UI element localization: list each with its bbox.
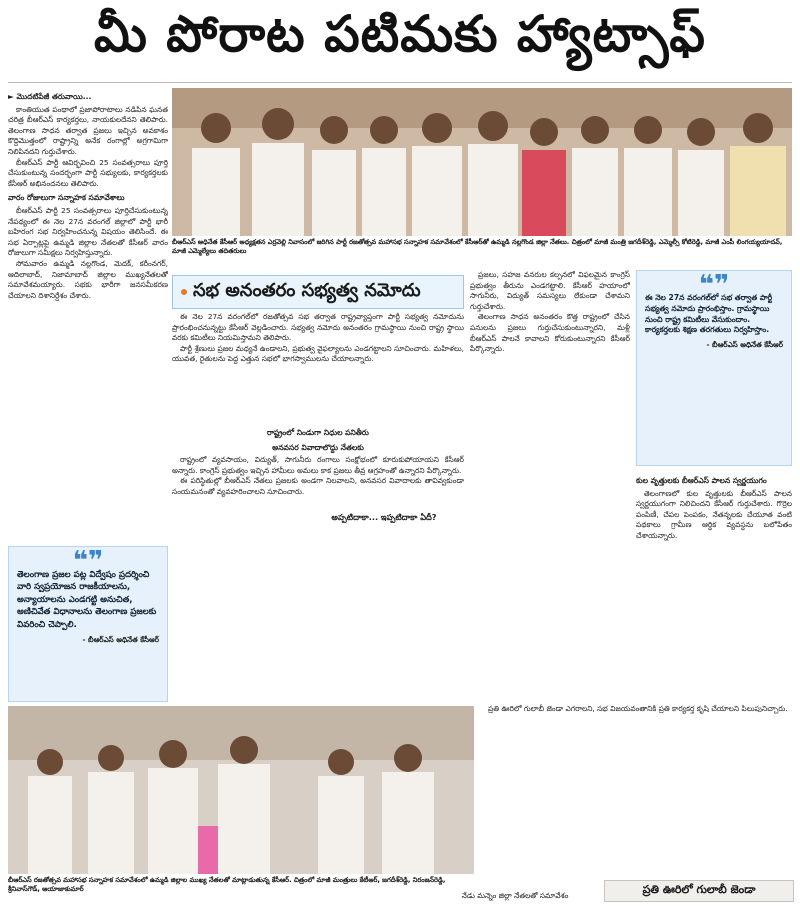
right-column-top xyxy=(470,270,630,700)
middle-paragraph: ఈ పరిస్థితుల్లో బీఆర్‌ఎస్ నేతలు ప్రజలకు అండగా నిలవాలని, అనవసర వివాదాలకు తావివ్వకుండా సంయమనంతో వ్యవహరించాలని సూచించారు. xyxy=(172,476,464,496)
middle-paragraph: పార్టీ శ్రేణులు ప్రజల మధ్యనే ఉండాలని, ప్రభుత్వ వైఫల్యాలను ఎండగట్టాలని సూచించారు. మహిళలు, యువత, రైతులను పెద్ద ఎత్తున సభలో భాగస్వాములను చేయాలన్నారు. xyxy=(172,343,464,364)
bottom-note: నేడు మన్నెం జిల్లా నేతలతో సమావేశం xyxy=(461,891,569,900)
divider xyxy=(8,82,792,83)
left-quote-box xyxy=(8,546,168,702)
bottom-photo-caption: బీఆర్‌ఎస్ రజతోత్సవ మహాసభ సన్నాహక సమావేశంలో ఉమ్మడి జిల్లాల ముఖ్య నేతలతో మాట్లాడుతున్న కేసీఆర్. చిత్రంలో మాజీ మంత్రులు కేటీఆర్, జగదీశ్‌రెడ్డి, నిరంజన్‌రెడ్డి, శ్రీనివాస్‌గౌడ్, ఆయాజాకుమార్ xyxy=(8,876,446,893)
left-quote-text: తెలంగాణ ప్రజల పట్ల విద్వేషం ప్రదర్శించి వారి స్వప్రయోజన రాజకీయాలను, అన్యాయాలను ఎండగట్టి అనుచిత, అణిచివేత విధానాలను తెలంగాణ ప్రజలకు వివరించి చెప్పాలి. xyxy=(17,570,157,630)
top-photo-image xyxy=(172,88,792,236)
middle-subhead: అనవసర వివాదాలొద్దు నేతలకు xyxy=(272,442,364,452)
closing-stamp: ప్రతి ఊరిలో గులాబీ జెండా xyxy=(604,880,794,902)
bottom-photo-image xyxy=(8,706,474,874)
right-column-mid xyxy=(636,472,792,700)
left-paragraph: సోమవారం ఉమ్మడి నల్లగొండ, మెదక్, కరీంనగర్, ఆదిలాబాద్, నిజామాబాద్ జిల్లాల ముఖ్యనేతలతో సమావేశమయ్యారు. సభకు భారీగా జనసమీకరణ చేయాలని దిశానిర్దేశం చేశారు. xyxy=(8,258,168,300)
right-quote-author: - బీఆర్‌ఎస్ అధినేత కేసీఆర్ xyxy=(706,340,783,350)
box-heading-text: సభ అనంతరం సభ్యత్వ నమోదు xyxy=(193,279,421,301)
top-photo xyxy=(172,88,792,236)
middle-paragraph: ఈ నెల 27న వరంగల్‌లో రజతోత్సవ సభ తర్వాత రాష్ట్రవ్యాప్తంగా పార్టీ సభ్యత్వ నమోదును ప్రారంభించనున్నట్టు కేసీఆర్ వెల్లడించారు. సభ్యత్వ నమోదు అనంతరం గ్రామస్థాయి నుంచి రాష్ట్ర స్థాయి వరకు కమిటీలు నియమిస్తామని తెలిపారు. xyxy=(172,312,464,343)
middle-subhead: రాష్ట్రంలో నిండుగా నిధుల పనితీరు xyxy=(267,428,369,437)
middle-paragraph: రాష్ట్రంలో వ్యవసాయం, విద్యుత్, సాగునీరు రంగాలు సంక్షోభంలో కూరుకుపోయాయని కేసీఆర్ అన్నారు. కాంగ్రెస్ ప్రభుత్వం ఇచ్చిన హామీలు అమలు కాక ప్రజలు తీవ్ర ఆగ్రహంతో ఉన్నారని పేర్కొన్నారు. xyxy=(172,455,464,475)
right-paragraph: తెలంగాణ సాధన అనంతరం కొత్త రాష్ట్రంలో చేసిన పనులను ప్రజలు గుర్తుచేసుకుంటున్నారని, మళ్లీ బీఆర్‌ఎస్ పాలనే కావాలని కోరుకుంటున్నారని కేసీఆర్ పేర్కొన్నారు. xyxy=(470,312,630,354)
right-paragraph: ప్రజలు, సహజ వనరుల కల్పనలో విఫలమైన కాంగ్రెస్ ప్రభుత్వం తీరును ఎండగట్టాలి. కేసీఆర్ హయాంలో సాగునీరు, విద్యుత్ సమస్యలు లేకుండా చేశామని గుర్తుచేశారు. xyxy=(470,270,630,311)
headline-text: మీ పోరాట పటిమకు హ్యాట్సాఫ్ xyxy=(94,4,706,63)
right-paragraph: తెలంగాణలో కుల వృత్తులకు బీఆర్‌ఎస్ పాలన స్వర్ణయుగంగా నిలిచిందని కేసీఆర్ గుర్తుచేశారు. గొర్రెల పంపిణీ, చేపల పెంపకం, నేతన్నలకు చేయూత వంటి పథకాలు గ్రామీణ ఆర్థిక వ్యవస్థను బలోపేతం చేశాయన్నారు. xyxy=(636,488,792,540)
left-subhead: వారం రోజులుగా సన్నాహక సమావేశాలు xyxy=(8,193,125,203)
quote-marks-icon: ❝❞ xyxy=(72,546,104,576)
left-quote-author: - బీఆర్‌ఎస్ అధినేత కేసీఆర్ xyxy=(82,635,159,645)
right-paragraph: ప్రతి ఊరిలో గులాబీ జెండా ఎగరాలని, సభ విజయవంతానికి ప్రతి కార్యకర్త కృషి చేయాలని పిలుపునిచ్చారు. xyxy=(488,704,788,713)
right-quote-box xyxy=(636,270,792,466)
dateline: ► మొదటిపేజీ తరువాయి... xyxy=(8,92,92,101)
quote-marks-icon: ❝❞ xyxy=(698,270,730,300)
middle-column-bottom xyxy=(172,424,464,700)
middle-highlight: అప్పటిదాకా... ఇప్పటిదాకా ఏదీ? xyxy=(331,512,437,522)
headline xyxy=(0,0,800,80)
box-heading xyxy=(172,275,464,309)
bottom-photo xyxy=(8,706,474,874)
bullet-icon xyxy=(181,289,187,295)
left-paragraph: బీఆర్‌ఎస్ పార్టీ 25 సంవత్సరాలు పూర్తిచేసుకుంటున్న నేపథ్యంలో ఈ నెల 27న వరంగల్ జిల్లాలో పార్టీ భారీ బహిరంగ సభ నిర్వహించనున్న విషయం తెలిసిందే. ఈ సభ ఏర్పాట్లపై ఉమ్మడి జిల్లాల నేతలతో కేసీఆర్ వారం రోజులుగా సమీక్షలు నిర్వహిస్తున్నారు. xyxy=(8,205,168,258)
right-column-bottom xyxy=(480,704,792,874)
left-paragraph: బీఆర్‌ఎస్ పార్టీ ఆవిర్భవించి 25 సంవత్సరాలు పూర్తి చేసుకుంటున్న సందర్భంగా పార్టీ సభ్యులకు, కార్యకర్తలకు కేసీఆర్ అభినందనలు తెలిపారు. xyxy=(8,157,168,188)
middle-column-top xyxy=(172,312,464,420)
left-paragraph: కాంతియుత పంథాలో ప్రజాపోరాటాలు నడిపిన ఘనత చరిత్ర బీఆర్‌ఎస్ కార్యకర్తలు, నాయకులదేనని తెలిపారు. తెలంగాణ సాధన తర్వాత ప్రజలు ఇచ్చిన అవకాశం కొద్దిమొత్తంలో రాష్ట్రాన్ని అనేక రంగాల్లో అగ్రగామిగా నిలిపినదని గుర్తుచేశారు. xyxy=(8,104,168,156)
right-quote-text: ఈ నెల 27న వరంగల్‌లో సభ తర్వాత పార్టీ సభ్యత్వ నమోదు ప్రారంభిస్తాం. గ్రామస్థాయి నుంచి రాష్ట్ర కమిటీలు వేసుకుందాం. కార్యకర్తలకు శిక్షణ తరగతులు నిర్వహిస్తాం. xyxy=(645,293,773,335)
right-subhead: కుల వృత్తులకు బీఆర్‌ఎస్ పాలన స్వర్ణయుగం xyxy=(636,476,767,485)
top-photo-caption: బీఆర్‌ఎస్ అధినేత కేసీఆర్ అధ్యక్షతన ఎర్రవెల్లి నివాసంలో జరిగిన పార్టీ రజతోత్సవ మహాసభ సన్నాహక సమావేశంలో కేసీఆర్‌తో ఉమ్మడి నల్లగొండ జిల్లా నేతలు. చిత్రంలో మాజీ మంత్రి జగదీశ్‌రెడ్డి, ఎమ్మెల్సీ కోటిరెడ్డి, మాజీ ఎంపీ లింగయ్యయాదవ్, మాజీ ఎమ్మెల్యేలు తదితరులు xyxy=(172,238,783,255)
